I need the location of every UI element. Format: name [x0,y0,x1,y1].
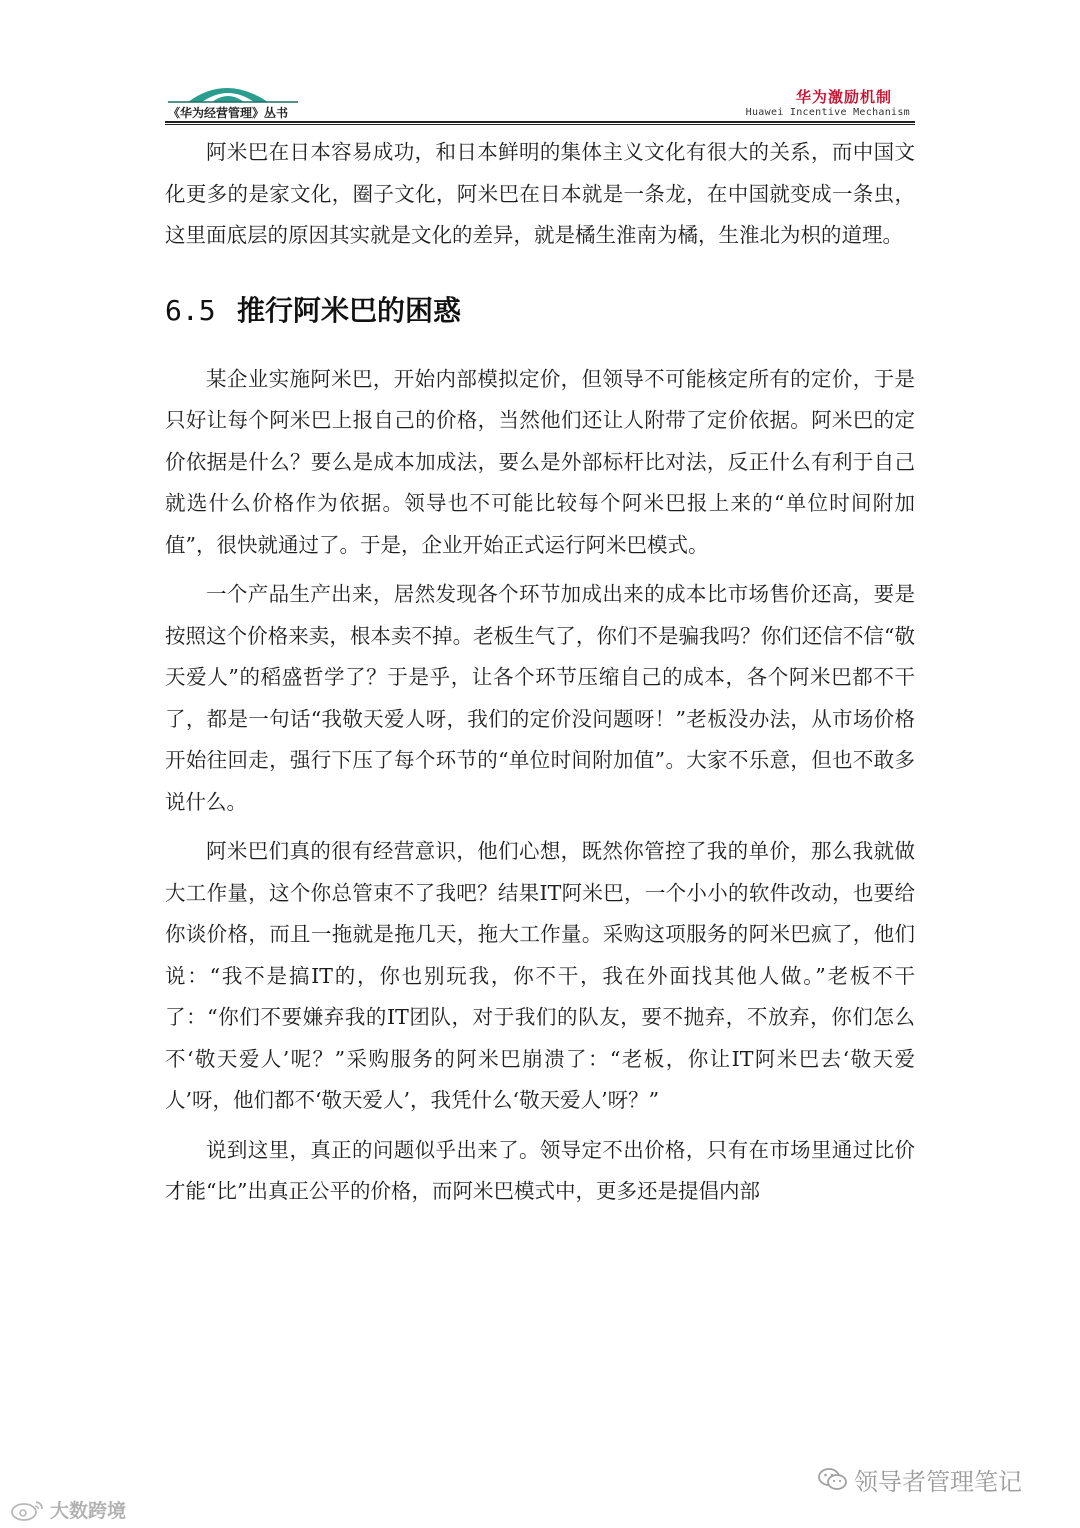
watermark-left-text: 大数跨境 [50,1500,127,1522]
header-rule [165,121,915,123]
paragraph: 阿米巴们真的很有经营意识，他们心想，既然你管控了我的单价，那么我就做大工作量，这个你总管束不了我吧？结果IT阿米巴，一个小小的软件改动，也要给你谈价格，而且一拖就是拖几天，拖大工作量。采购这项服务的阿米巴疯了，他们说：“我不是搞IT的，你也别玩我，你不干，我在外面找其他人做。”老板不干了：“你们不要嫌弃我的IT团队，对于我们的队友，要不抛弃，不放弃，你们怎么不‘敬天爱人’呢？”采购服务的阿米巴崩溃了：“老板，你让IT阿米巴去‘敬天爱人’呀，他们都不‘敬天爱人’，我凭什么‘敬天爱人’呀？” [165,839,915,1112]
paragraph: 说到这里，真正的问题似乎出来了。领导定不出价格，只有在市场里通过比价才能“比”出真正公平的价格，而阿米巴模式中，更多还是提倡内部 [165,1137,915,1203]
paragraph: 一个产品生产出来，居然发现各个环节加成出来的成本比市场售价还高，要是按照这个价格来卖，根本卖不掉。老板生气了，你们不是骗我吗？你们还信不信“敬天爱人”的稻盛哲学了？于是乎，让各个环节压缩自己的成本，各个阿米巴都不干了，都是一句话“我敬天爱人呀，我们的定价没问题呀！”老板没办法，从市场价格开始往回走，强行下压了每个环节的“单位时间附加值”。大家不乐意，但也不敢多说什么。 [165,582,915,814]
publisher-logo [168,76,298,104]
paragraph: 某企业实施阿米巴，开始内部模拟定价，但领导不可能核定所有的定价，于是只好让每个阿米巴上报自己的价格，当然他们还让人附带了定价依据。阿米巴的定价依据是什么？要么是成本加成法，要么是外部标杆比对法，反正什么有利于自己就选什么价格作为依据。领导也不可能比较每个阿米巴报上来的“单位时间附加值”，很快就通过了。于是，企业开始正式运行阿米巴模式。 [165,366,915,557]
page-content [165,132,915,1213]
header-rule-thin [165,124,915,125]
watermark-right-text: 领导者管理笔记 [854,1468,1022,1496]
series-title: 《华为经营管理》丛书 [168,106,289,120]
weibo-logo-icon [10,1498,46,1522]
watermark-weibo [10,1496,126,1523]
paragraph: 阿米巴在日本容易成功，和日本鲜明的集体主义文化有很大的关系，而中国文化更多的是家文化，圈子文化，阿米巴在日本就是一条龙，在中国就变成一条虫，这里面底层的原因其实就是文化的差异，就是橘生淮南为橘，生淮北为枳的道理。 [165,140,915,247]
book-subtitle: Huawei Incentive Mechanism [745,107,910,118]
section-heading [165,289,915,329]
watermark-wechat [818,1462,1022,1497]
book-title: 华为激励机制 [795,88,892,106]
wechat-logo-icon [818,1467,848,1493]
section-title: 推行阿米巴的困惑 [237,293,462,327]
section-number: 6.5 [165,293,216,327]
